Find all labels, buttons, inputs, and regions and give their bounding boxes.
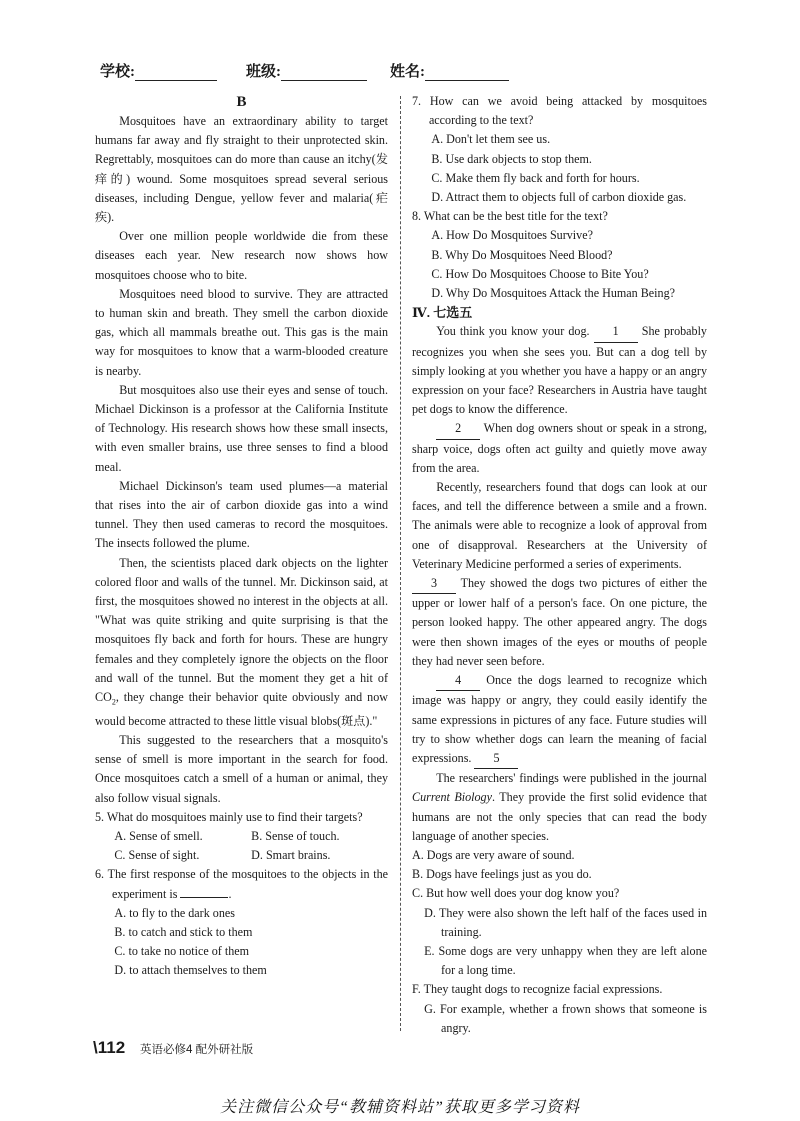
q6-option-c[interactable]: C. to take no notice of them: [114, 944, 250, 959]
question-5-options-row: [95, 827, 388, 846]
q7-option-a[interactable]: A. Don't let them see us.: [431, 132, 551, 147]
cloze-option-a[interactable]: A. Dogs are very aware of sound.: [412, 847, 575, 862]
cloze-p3-after: They showed the dogs two pictures of either the upper or lower half of a person's face. On one picture, the person looked happy. The other appeared angry. The dogs were then shown images of the eyes or mouths of people they had never seen before.: [412, 576, 707, 668]
cloze-paragraph-1: [412, 322, 707, 419]
journal-name: Current Biology: [412, 790, 492, 805]
question-5-stem: 5. What do mosquitoes mainly use to find their targets?: [95, 809, 363, 824]
q7-option-c[interactable]: C. Make them fly back and forth for hours.: [431, 170, 640, 185]
cloze-paragraph-5: [412, 769, 707, 846]
passage-paragraph-6: [95, 554, 388, 731]
q6-stem-text: 6. The first response of the mosquitoes to the objects in the experiment is: [95, 867, 388, 901]
passage-paragraph: Mosquitoes have an extraordinary ability to target humans far away and fly straight to their unprotected skin. Regrettably, mosquitoes can do more than cause an itchy(发痒的) wound. Some mosquitoes spread several serious diseases, including Dengue, yellow fever and malaria(疟疾).: [95, 114, 388, 225]
cloze-p1-after: She probably recognizes you when she sees you. But can a dog tell by simply looking at you whether you have a happy or an angry expression on your face? Researchers in Austria have taught pet dogs to know the difference.: [412, 324, 707, 417]
para6-text-before: Then, the scientists placed dark objects on the lighter colored floor and walls of the tunnel. Mr. Dickinson said, at first, the mosquitoes showed no interest in the objects at all. "What was quite striking and quite surprising is that the mosquitoes fly back and forth for hours. These are hungry females and they completely ignore the objects on the floor and wall of the tunnel. But the moment they get a hit of CO: [95, 555, 388, 705]
q5-option-d[interactable]: D. Smart brains.: [251, 848, 331, 863]
school-field: [100, 60, 217, 81]
wechat-note: 关注微信公众号“教辅资料站”获取更多学习资料: [220, 1099, 580, 1116]
co2-subscript: 2: [111, 697, 116, 707]
q8-option-b[interactable]: B. Why Do Mosquitoes Need Blood?: [431, 247, 613, 262]
q8-option-a[interactable]: A. How Do Mosquitoes Survive?: [431, 228, 593, 243]
q6-option-a[interactable]: A. to fly to the dark ones: [114, 905, 235, 920]
question-7-stem: 7. How can we avoid being attacked by mosquitoes according to the text?: [412, 94, 707, 128]
class-field: [246, 60, 367, 81]
cloze-p1-before: You think you know your dog.: [436, 324, 590, 339]
q5-option-b[interactable]: B. Sense of touch.: [251, 828, 340, 843]
passage-paragraph: But mosquitoes also use their eyes and sense of touch. Michael Dickinson is a professor at the California Institute of Technology. His research shows how these small insects, with even smaller brains, use three senses to find a blood meal.: [95, 382, 388, 474]
q6-stem-end: .: [228, 886, 232, 901]
cloze-p4-after: Once the dogs learned to recognize which image was happy or angry, they could easily identify the same expressions in pictures of any face. Future studies will try to show whether dogs can learn the meaning of facial expressions.: [412, 673, 708, 765]
section-4-heading: Ⅳ. 七选五: [412, 305, 473, 321]
cloze-p5-before: The researchers' findings were published in the journal: [436, 771, 707, 786]
cloze-option-c[interactable]: C. But how well does your dog know you?: [412, 886, 620, 901]
cloze-blank-5[interactable]: 5: [474, 749, 518, 769]
student-info-header: [100, 60, 700, 84]
cloze-paragraph-3: Recently, researchers found that dogs can look at our faces, and tell the difference between a smile and a frown. The animals were able to recognize a look of approval from one of disapproval. Researchers at the University of Veterinary Medicine performed a series of experiments.: [412, 480, 707, 571]
cloze-paragraph-2: [412, 419, 707, 478]
cloze-option-e[interactable]: E. Some dogs are very unhappy when they are left alone for a long time.: [424, 943, 707, 978]
passage-paragraph: Over one million people worldwide die from these diseases each year. New research now shows how mosquitoes choose who to bite.: [95, 229, 388, 282]
question-6-stem: [95, 865, 388, 903]
q6-option-b[interactable]: B. to catch and stick to them: [114, 924, 253, 939]
cloze-option-g[interactable]: G. For example, whether a frown shows that someone is angry.: [424, 1001, 707, 1035]
cloze-blank-1[interactable]: 1: [594, 322, 638, 342]
question-5-options-row: [95, 846, 388, 865]
passage-title: B: [236, 94, 247, 110]
class-blank-line[interactable]: [281, 66, 367, 81]
cloze-option-d[interactable]: D. They were also shown the left half of the faces used in training.: [424, 905, 707, 939]
cloze-p2-after: When dog owners shout or speak in a strong, sharp voice, dogs often act guilty and quietly move away from the area.: [412, 421, 708, 475]
cloze-blank-3[interactable]: 3: [412, 574, 456, 594]
right-column: [412, 92, 707, 1038]
q7-option-d[interactable]: D. Attract them to objects full of carbon dioxide gas.: [431, 190, 687, 205]
cloze-paragraph-4: [412, 671, 707, 769]
q6-answer-blank[interactable]: [180, 897, 228, 898]
passage-paragraph: Michael Dickinson's team used plumes—a material that rises into the air of carbon dioxide gas into a wind tunnel. They then used cameras to record the mosquitoes. The insects followed the plume.: [95, 478, 388, 551]
question-8-stem: 8. What can be the best title for the text?: [412, 209, 608, 224]
column-divider: [400, 96, 401, 1031]
passage-paragraph: Mosquitoes need blood to survive. They are attracted to human skin and breath. They smell the carbon dioxide gas, which all mammals breathe out. This gas is the main way for mosquitoes to know that a warm-blooded creature is nearby.: [95, 286, 388, 378]
left-column: [95, 92, 388, 981]
name-label: 姓名:: [390, 64, 425, 80]
cloze-blank-2[interactable]: 2: [436, 419, 480, 439]
q5-option-c[interactable]: C. Sense of sight.: [114, 848, 200, 863]
q5-option-a[interactable]: A. Sense of smell.: [114, 828, 203, 843]
q6-option-d[interactable]: D. to attach themselves to them: [114, 963, 267, 978]
page-number: \112: [93, 1038, 126, 1057]
passage-paragraph: This suggested to the researchers that a mosquito's sense of smell is more important in the search for food. Once mosquitoes catch a smell of a human or animal, they also follow visual signals.: [95, 732, 388, 805]
para6-text-after: , they change their behavior quite obviously and now would become attracted to these little visual blobs(斑点).": [95, 690, 388, 728]
cloze-p5-after: . They provide the first solid evidence that humans are not the only species that can read the body language of another species.: [412, 790, 707, 843]
cloze-option-b[interactable]: B. Dogs have feelings just as you do.: [412, 867, 592, 882]
q8-option-c[interactable]: C. How Do Mosquitoes Choose to Bite You?: [431, 266, 649, 281]
cloze-blank-4[interactable]: 4: [436, 671, 480, 691]
cloze-option-f[interactable]: F. They taught dogs to recognize facial expressions.: [412, 982, 663, 997]
q8-option-d[interactable]: D. Why Do Mosquitoes Attack the Human Being?: [431, 286, 675, 301]
name-blank-line[interactable]: [425, 66, 509, 81]
cloze-paragraph-3b: [412, 574, 707, 671]
school-label: 学校:: [100, 64, 135, 80]
book-info: 英语必修4 配外研社版: [140, 1044, 254, 1056]
class-label: 班级:: [246, 64, 281, 80]
q7-option-b[interactable]: B. Use dark objects to stop them.: [431, 151, 592, 166]
name-field: [390, 60, 509, 81]
school-blank-line[interactable]: [135, 66, 217, 81]
